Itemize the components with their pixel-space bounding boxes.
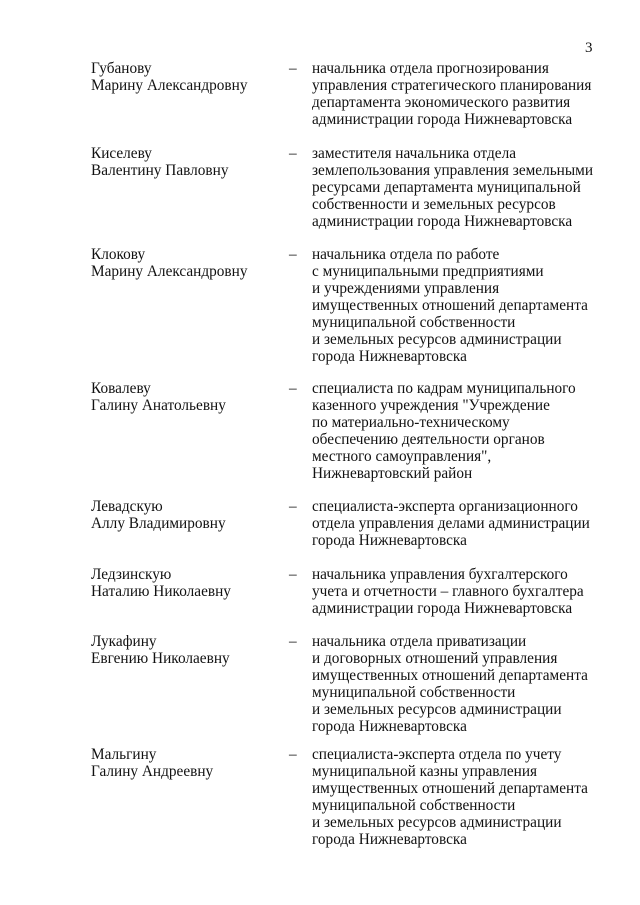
person-name <box>91 246 281 280</box>
desc-line: управления стратегического планирования <box>312 77 592 94</box>
position-description <box>312 633 632 735</box>
desc-line: начальника управления бухгалтерского <box>312 566 568 583</box>
dash-separator: – <box>289 633 297 650</box>
position-description <box>312 746 632 848</box>
name-line: Губанову <box>91 60 152 77</box>
position-description <box>312 566 632 617</box>
desc-line: отдела управления делами администрации <box>312 515 590 532</box>
desc-line: и земельных ресурсов администрации <box>312 701 562 718</box>
desc-line: специалиста-эксперта отдела по учету <box>312 746 562 763</box>
desc-line: казенного учреждения "Учреждение <box>312 397 550 414</box>
desc-line: специалиста по кадрам муниципального <box>312 380 576 397</box>
desc-line: муниципальной казны управления <box>312 763 538 780</box>
desc-line: имущественных отношений департамента <box>312 780 588 797</box>
desc-line: с муниципальными предприятиями <box>312 263 544 280</box>
desc-line: муниципальной собственности <box>312 797 516 814</box>
desc-line: по материально-техническому <box>312 414 510 431</box>
name-line: Евгению Николаевну <box>91 650 230 667</box>
name-line: Ледзинскую <box>91 566 172 583</box>
name-line: Клокову <box>91 246 146 263</box>
desc-line: начальника отдела приватизации <box>312 633 527 650</box>
desc-line: администрации города Нижневартовска <box>312 111 573 128</box>
name-line: Ковалеву <box>91 380 151 397</box>
desc-line: обеспечению деятельности органов <box>312 431 545 448</box>
position-description <box>312 60 632 128</box>
name-line: Киселеву <box>91 145 152 162</box>
dash-separator: – <box>289 145 297 162</box>
desc-line: города Нижневартовска <box>312 348 467 365</box>
desc-line: имущественных отношений департамента <box>312 667 588 684</box>
desc-line: и учреждениями управления <box>312 280 500 297</box>
desc-line: учета и отчетности – главного бухгалтера <box>312 583 584 600</box>
name-line: Лукафину <box>91 633 157 650</box>
desc-line: имущественных отношений департамента <box>312 297 588 314</box>
name-line: Марину Александровну <box>91 263 248 280</box>
position-description <box>312 498 632 549</box>
name-line: Аллу Владимировну <box>91 515 226 532</box>
desc-line: администрации города Нижневартовска <box>312 600 573 617</box>
desc-line: ресурсами департамента муниципальной <box>312 179 581 196</box>
name-line: Наталию Николаевну <box>91 583 231 600</box>
desc-line: специалиста-эксперта организационного <box>312 498 578 515</box>
desc-line: города Нижневартовска <box>312 831 467 848</box>
desc-line: собственности и земельных ресурсов <box>312 196 556 213</box>
position-description <box>312 380 632 482</box>
person-name <box>91 633 281 667</box>
person-name <box>91 566 281 600</box>
dash-separator: – <box>289 498 297 515</box>
desc-line: департамента экономического развития <box>312 94 571 111</box>
desc-line: города Нижневартовска <box>312 718 467 735</box>
person-name <box>91 746 281 780</box>
desc-line: и земельных ресурсов администрации <box>312 814 562 831</box>
name-line: Галину Анатольевну <box>91 397 226 414</box>
person-name <box>91 145 281 179</box>
desc-line: и земельных ресурсов администрации <box>312 331 562 348</box>
position-description <box>312 246 632 365</box>
desc-line: администрации города Нижневартовска <box>312 213 573 230</box>
desc-line: заместителя начальника отдела <box>312 145 517 162</box>
position-description <box>312 145 632 230</box>
desc-line: муниципальной собственности <box>312 684 516 701</box>
desc-line: и договорных отношений управления <box>312 650 558 667</box>
desc-line: землепользования управления земельными <box>312 162 594 179</box>
name-line: Левадскую <box>91 498 163 515</box>
person-name <box>91 498 281 532</box>
dash-separator: – <box>289 746 297 763</box>
desc-line: Нижневартовский район <box>312 465 473 482</box>
desc-line: начальника отдела прогнозирования <box>312 60 549 77</box>
person-name <box>91 380 281 414</box>
desc-line: начальника отдела по работе <box>312 246 500 263</box>
page-number: 3 <box>585 40 593 56</box>
name-line: Валентину Павловну <box>91 162 229 179</box>
desc-line: города Нижневартовска <box>312 532 467 549</box>
dash-separator: – <box>289 60 297 77</box>
desc-line: местного самоуправления", <box>312 448 492 465</box>
name-line: Марину Александровну <box>91 77 248 94</box>
name-line: Галину Андреевну <box>91 763 214 780</box>
dash-separator: – <box>289 566 297 583</box>
dash-separator: – <box>289 246 297 263</box>
dash-separator: – <box>289 380 297 397</box>
desc-line: муниципальной собственности <box>312 314 516 331</box>
name-line: Мальгину <box>91 746 157 763</box>
person-name <box>91 60 281 94</box>
